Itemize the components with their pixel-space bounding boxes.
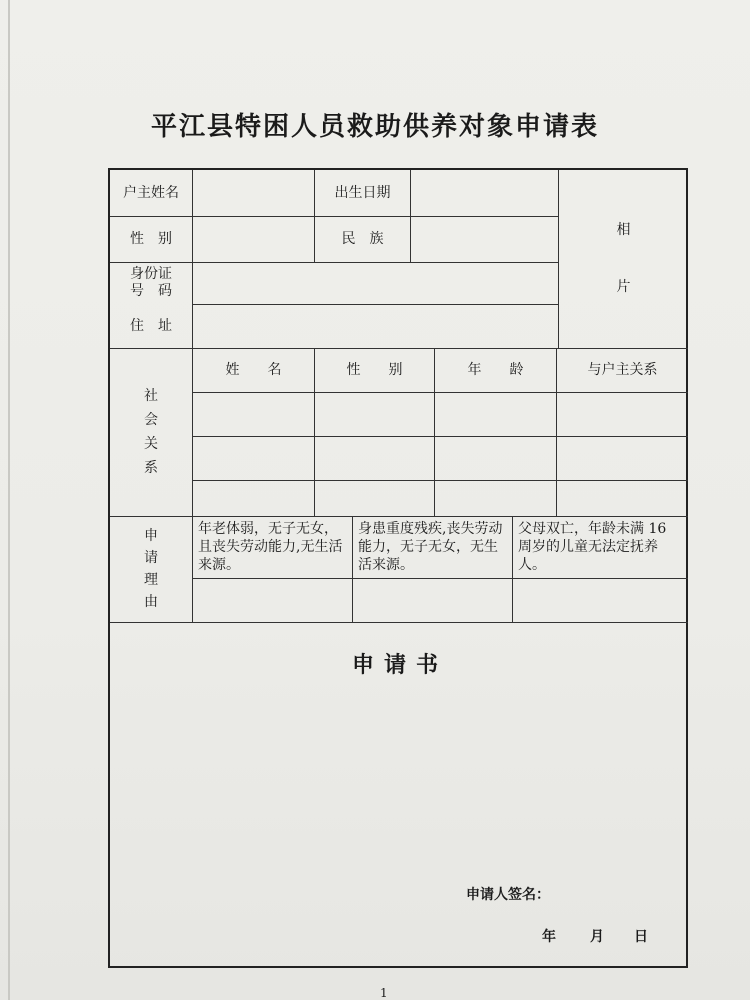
social-char: 系 [144, 460, 158, 476]
row-divider [192, 436, 688, 437]
label-id-number [110, 262, 192, 304]
reason-char: 请 [144, 550, 158, 566]
reason-char: 理 [144, 572, 158, 588]
reason-option-elderly: 年老体弱，无子无女，且丧失劳动能力,无生活来源。 [198, 521, 343, 573]
social-char: 社 [144, 388, 158, 404]
page-edge [8, 0, 10, 1000]
photo-label-1: 相 [616, 222, 631, 239]
col-header-name: 姓 名 [225, 361, 282, 378]
head-name-field[interactable] [193, 170, 314, 216]
col-divider [512, 516, 513, 622]
applicant-signature-label: 申请人签名： [466, 887, 550, 903]
application-letter-heading: 申请书 [351, 652, 448, 678]
social-char: 会 [144, 412, 158, 428]
ethnicity-field[interactable] [411, 216, 558, 262]
photo-box [559, 170, 688, 348]
row-divider [192, 480, 688, 481]
col-divider [352, 516, 353, 622]
label-ethnicity: 民 族 [341, 230, 384, 247]
label-gender: 性 别 [130, 230, 172, 247]
reason-option-disabled: 身患重度残疾,丧失劳动能力，无子无女，无生活来源。 [358, 521, 503, 573]
label-application-reason [110, 516, 192, 622]
reason-option-orphan: 父母双亡，年龄未满 16 周岁的儿童无法定抚养人。 [518, 521, 667, 573]
form-title: 平江县特困人员救助供养对象申请表 [150, 112, 599, 142]
row-divider [192, 578, 688, 579]
row-divider [110, 516, 688, 517]
col-header-gender: 性 别 [346, 361, 403, 378]
label-id-line2: 号 码 [130, 283, 172, 299]
gender-field[interactable] [193, 216, 314, 262]
label-address: 住 址 [130, 317, 172, 334]
social-char: 关 [144, 436, 158, 452]
birth-date-field[interactable] [411, 170, 558, 216]
photo-label-2: 片 [616, 279, 631, 295]
date-day-label: 日 [634, 929, 648, 945]
col-header-age: 年 龄 [467, 361, 524, 378]
reason-char: 由 [144, 594, 158, 610]
label-head-name: 户主姓名 [123, 184, 179, 201]
address-field[interactable] [193, 304, 558, 348]
row-divider [110, 622, 688, 623]
page-number: 1 [380, 986, 388, 1000]
label-social-relations [110, 348, 192, 516]
reason-char: 申 [144, 528, 158, 544]
col-header-relation: 与户主关系 [587, 361, 658, 378]
id-number-field[interactable] [193, 262, 558, 304]
application-form-table [108, 168, 688, 968]
label-id-line1: 身份证 [130, 266, 172, 283]
date-year-label: 年 [542, 929, 556, 945]
date-month-label: 月 [590, 929, 604, 945]
label-birth-date: 出生日期 [334, 184, 391, 201]
row-divider [192, 392, 688, 393]
